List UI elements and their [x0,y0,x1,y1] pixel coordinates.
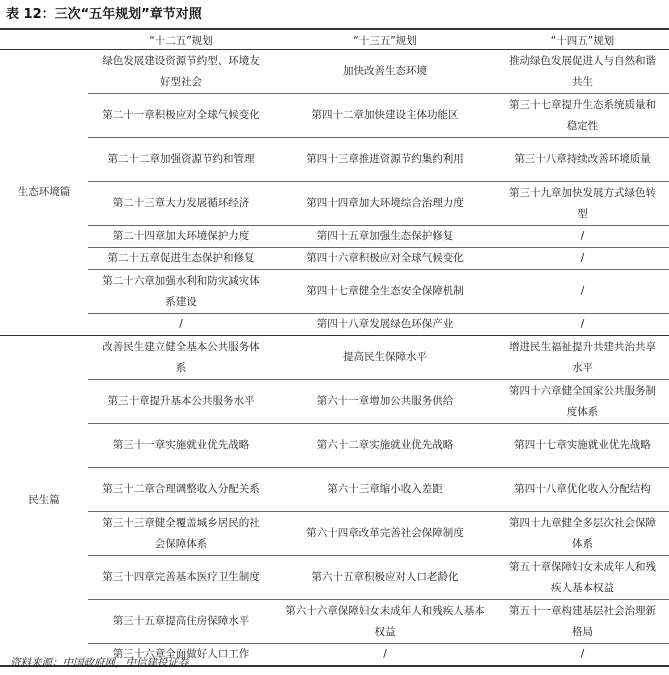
cell-13th: / [274,644,496,667]
cell-12th: 第三十二章合理调整收入分配关系 [88,468,274,512]
cell-12th: 绿色发展建设资源节约型、环境友好型社会 [88,50,274,94]
table-row [0,314,669,336]
table-row [0,182,669,226]
table-title: 表 12：三次“五年规划”章节对照 [6,7,202,22]
cell-14th: / [496,644,669,667]
table-row [0,468,669,512]
cell-13th: 第四十二章加快建设主体功能区 [274,94,496,138]
cell-14th: 推动绿色发展促进人与自然和谐共生 [496,50,669,94]
cell-12th: 改善民生建立健全基本公共服务体系 [88,336,274,380]
cell-14th: 第五十章保障妇女未成年人和残疾人基本权益 [496,556,669,600]
cell-14th: / [496,226,669,248]
table-row [0,50,669,94]
cell-13th: 第六十四章改革完善社会保障制度 [274,512,496,556]
cell-14th: 第三十九章加快发展方式绿色转型 [496,182,669,226]
cell-13th: 第四十七章健全生态安全保障机制 [274,270,496,314]
cell-14th: / [496,248,669,270]
table-row [0,248,669,270]
table-row [0,270,669,314]
title-divider [0,28,669,30]
table-row [0,138,669,182]
cell-13th: 加快改善生态环境 [274,50,496,94]
header-category [0,31,88,50]
cell-14th: / [496,270,669,314]
cell-12th: 第三十六章全面做好人口工作 [88,644,274,667]
table-row [0,600,669,644]
cell-14th: 第四十七章实施就业优先战略 [496,424,669,468]
cell-12th: 第三十五章提高住房保障水平 [88,600,274,644]
table-row [0,94,669,138]
cell-14th: 第三十八章持续改善环境质量 [496,138,669,182]
cell-12th: 第二十六章加强水利和防灾减灾体系建设 [88,270,274,314]
cell-12th: 第二十三章大力发展循环经济 [88,182,274,226]
header-13th-plan: “十三五”规划 [274,31,496,50]
cell-13th: 第六十二章实施就业优先战略 [274,424,496,468]
table-row [0,336,669,380]
section-category: 民生篇 [0,336,88,667]
plan-comparison-table [0,31,669,667]
header-row [0,31,669,50]
cell-13th: 第四十八章发展绿色环保产业 [274,314,496,336]
table-row [0,380,669,424]
cell-14th: 第三十七章提升生态系统质量和稳定性 [496,94,669,138]
header-14th-plan: “十四五”规划 [496,31,669,50]
section-category: 生态环境篇 [0,50,88,336]
cell-13th: 第六十三章缩小收入差距 [274,468,496,512]
cell-13th: 第四十六章积极应对全球气候变化 [274,248,496,270]
table-row [0,512,669,556]
cell-13th: 第六十一章增加公共服务供给 [274,380,496,424]
cell-13th: 第四十四章加大环境综合治理力度 [274,182,496,226]
cell-13th: 第六十六章保障妇女未成年人和残疾人基本权益 [274,600,496,644]
cell-14th: / [496,314,669,336]
cell-12th: 第三十章提升基本公共服务水平 [88,380,274,424]
cell-12th: 第二十四章加大环境保护力度 [88,226,274,248]
header-12th-plan: “十二五”规划 [88,31,274,50]
cell-12th: 第三十四章完善基本医疗卫生制度 [88,556,274,600]
cell-14th: 第四十六章健全国家公共服务制度体系 [496,380,669,424]
table-row [0,226,669,248]
cell-12th: 第二十二章加强资源节约和管理 [88,138,274,182]
cell-12th: / [88,314,274,336]
table-row [0,556,669,600]
cell-14th: 第四十九章健全多层次社会保障体系 [496,512,669,556]
cell-13th: 第四十五章加强生态保护修复 [274,226,496,248]
cell-12th: 第二十五章促进生态保护和修复 [88,248,274,270]
cell-12th: 第三十三章健全覆盖城乡居民的社会保障体系 [88,512,274,556]
cell-14th: 第五十一章构建基层社会治理新格局 [496,600,669,644]
cell-13th: 提高民生保障水平 [274,336,496,380]
cell-12th: 第二十一章积极应对全球气候变化 [88,94,274,138]
cell-14th: 增进民生福祉提升共建共治共享水平 [496,336,669,380]
source-note: 资料来源：中国政府网，中信建投证券 [10,657,189,669]
cell-14th: 第四十八章优化收入分配结构 [496,468,669,512]
table-row [0,424,669,468]
cell-12th: 第三十一章实施就业优先战略 [88,424,274,468]
cell-13th: 第六十五章积极应对人口老龄化 [274,556,496,600]
cell-13th: 第四十三章推进资源节约集约利用 [274,138,496,182]
